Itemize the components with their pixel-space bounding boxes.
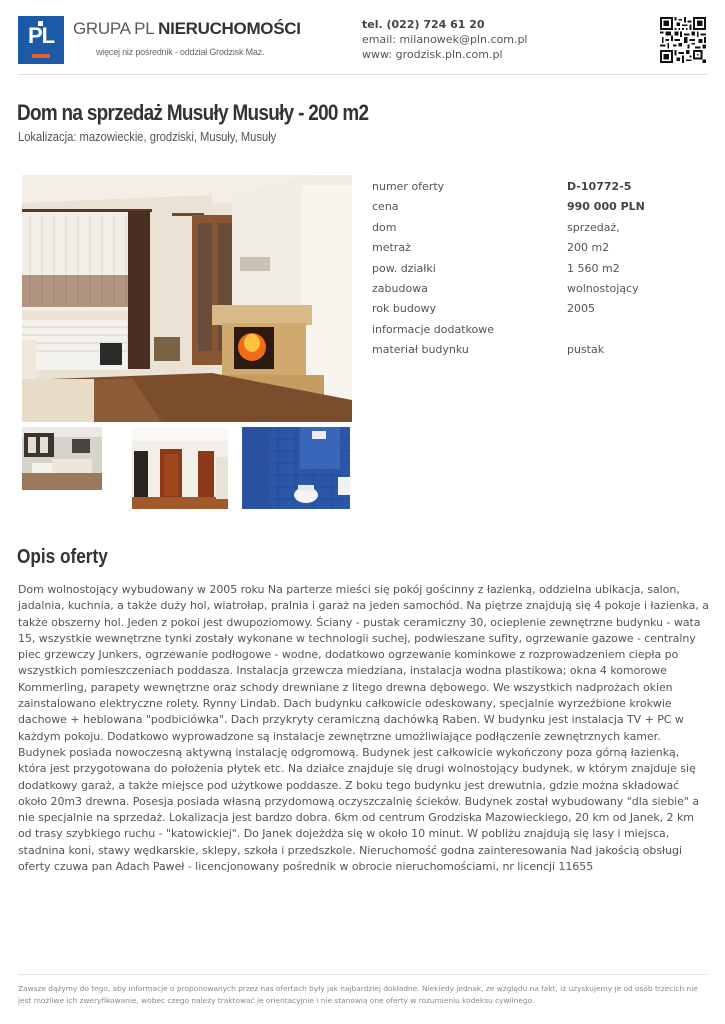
spec-label: cena <box>372 200 399 214</box>
page-header <box>0 0 725 74</box>
brand-name <box>73 19 301 39</box>
gallery-thumbnail-2[interactable] <box>132 427 228 509</box>
spec-label: numer oferty <box>372 180 445 193</box>
gallery-thumbnail-3[interactable] <box>242 427 350 509</box>
spec-row <box>372 341 672 361</box>
spec-value: pustak <box>567 343 605 357</box>
spec-value: sprzedaż, <box>567 220 620 234</box>
spec-row <box>372 280 672 300</box>
spec-label: metraż <box>372 241 411 255</box>
specs-table <box>372 178 672 362</box>
spec-label: zabudowa <box>372 281 428 295</box>
spec-value: 990 000 PLN <box>567 200 645 214</box>
spec-value: 200 m2 <box>567 241 610 255</box>
brand-name-light: GRUPA PL <box>73 19 159 38</box>
spec-row <box>372 219 672 239</box>
spec-value: 2005 <box>567 302 595 316</box>
listing-location: Lokalizacja: mazowieckie, grodziski, Musuły, Musuły <box>18 129 277 144</box>
contact-email[interactable]: email: milanowek@pln.com.pl <box>362 33 528 46</box>
spec-row <box>372 260 672 280</box>
gallery-thumbnail-1[interactable] <box>22 427 102 490</box>
header-divider <box>18 74 707 75</box>
description-text: Dom wolnostojący wybudowany w 2005 roku Na parterze mieści się pokój gościnny z łazienką, oddzielna ubikacja, salon, jadalnia, kuchnia, a także duży hol, wiatrołap, pralnia i garaż na jeden samochód. Na piętrze znajdują się 4 pokoje i łazienka, a także obszerny hol. Jeden z pokoi jest dwupoziomowy. Ściany - pustak ceramiczny 30, ocieplenie zewnętrzne budynku - wata 15, wszystkie wewnętrzne tynki zostały wykonane w technologii suchej, podwieszane sufity, ogrzewanie gazowe - centralny piec grzewczy Junkers, ogrzewanie podłogowe - wodne, dodatkowo ogrzewanie kominkowe z rozprowadzeniem ciepła po wszystkich pomieszczeniach poddasza. Instalacja grzewcza miedziana, instalacja wodna plastikowa; okna 4 komorowe Kommerling, parapety wewnętrzne oraz schody drewniane z litego drewna dębowego. We wszystkich nadprożach okien zainstalowano elektryczne rolety. Rynny Lindab. Dach budynku całkowicie odeskowany, specjalnie wyrzeźbione krokwie dachowe + heblowana "podbiciówka". Dach przykryty ceramiczną dachówką Raben. W budynku jest instalacja TV + PC w każdym pokoju. Dodatkowo wyprowadzone są instalacje zewnętrzne umożliwiające podłączenie zewnętrznych kamer. Budynek posiada nowoczesną aktywną instalację odgromową. Budynek jest całkowicie wykończony poza górną łazienką, która jest przygotowana do położenia płytek etc. Na działce znajduje się drugi wolnostojący budynek, w którym znajduje się dodatkowy garaż, a także miejsce pod użytkowe poddasze. Z boku tego budynku jest drewutnia, gdzie można składować około 20m3 drewna. Posesja posiada własną przydomową oczyszczalnię ścieków. Budynek został wybudowany "dla siebie" a nie specjalnie na sprzedaż. Lokalizacja jest bardzo dobra. 6km od centrum Grodziska Mazowieckiego, 20 km od Janek, 2 km od trasy szybkiego ruchu - "katowickiej". Do Janek dojeżdża się w około 10 minut. W pobliżu znajdują się lasy i miejsca, stadnina koni, stawy wędkarskie, sklepy, szkoła i przedszkole. Nieruchomość godna zainteresowania Nad jakością obsługi oferty czuwa pan Adach Paweł - licencjonowany pośrednik w obrocie nieruchomościami, nr licencji 11655 <box>18 583 709 874</box>
contact-info <box>362 17 527 62</box>
spec-value: D-10772-5 <box>567 180 632 193</box>
spec-row <box>372 178 672 198</box>
contact-website[interactable]: www: grodzisk.pln.com.pl <box>362 48 503 61</box>
brand-tagline: więcej niż pośrednik - oddział Grodzisk Maz. <box>96 47 265 57</box>
spec-value: wolnostojący <box>567 281 639 295</box>
spec-label: pow. działki <box>372 261 436 275</box>
spec-row <box>372 300 672 320</box>
main-photo[interactable] <box>22 175 352 422</box>
description-heading: Opis oferty <box>17 546 108 568</box>
company-logo[interactable] <box>18 16 64 64</box>
spec-label: dom <box>372 220 397 234</box>
footer-disclaimer: Zawsze dążymy do tego, aby informacje o proponowanych przez nas ofertach były jak najbardziej dokładne. Niekiedy jednak, ze względu na fakt, iż uzyskujemy je od osób trzecich nie jest możliwe ich zweryfikowanie, wobec czego należy traktować je orientacyjnie i nie stanowią one oferty w rozumieniu kodeksu cywilnego. <box>18 984 698 1005</box>
spec-label: materiał budynku <box>372 343 469 357</box>
spec-row <box>372 198 672 218</box>
spec-label: informacje dodatkowe <box>372 322 495 336</box>
spec-value: 1 560 m2 <box>567 261 620 275</box>
footer-divider <box>18 974 707 975</box>
spec-label: rok budowy <box>372 302 437 316</box>
logo-text: PL <box>27 23 55 48</box>
logo-bar <box>32 54 50 58</box>
contact-phone[interactable]: tel. (022) 724 61 20 <box>362 18 485 31</box>
qr-code <box>660 17 706 63</box>
listing-title: Dom na sprzedaż Musuły Musuły - 200 m2 <box>17 100 369 125</box>
brand-name-bold: NIERUCHOMOŚCI <box>158 19 301 38</box>
spec-row <box>372 239 672 259</box>
spec-row <box>372 321 672 341</box>
